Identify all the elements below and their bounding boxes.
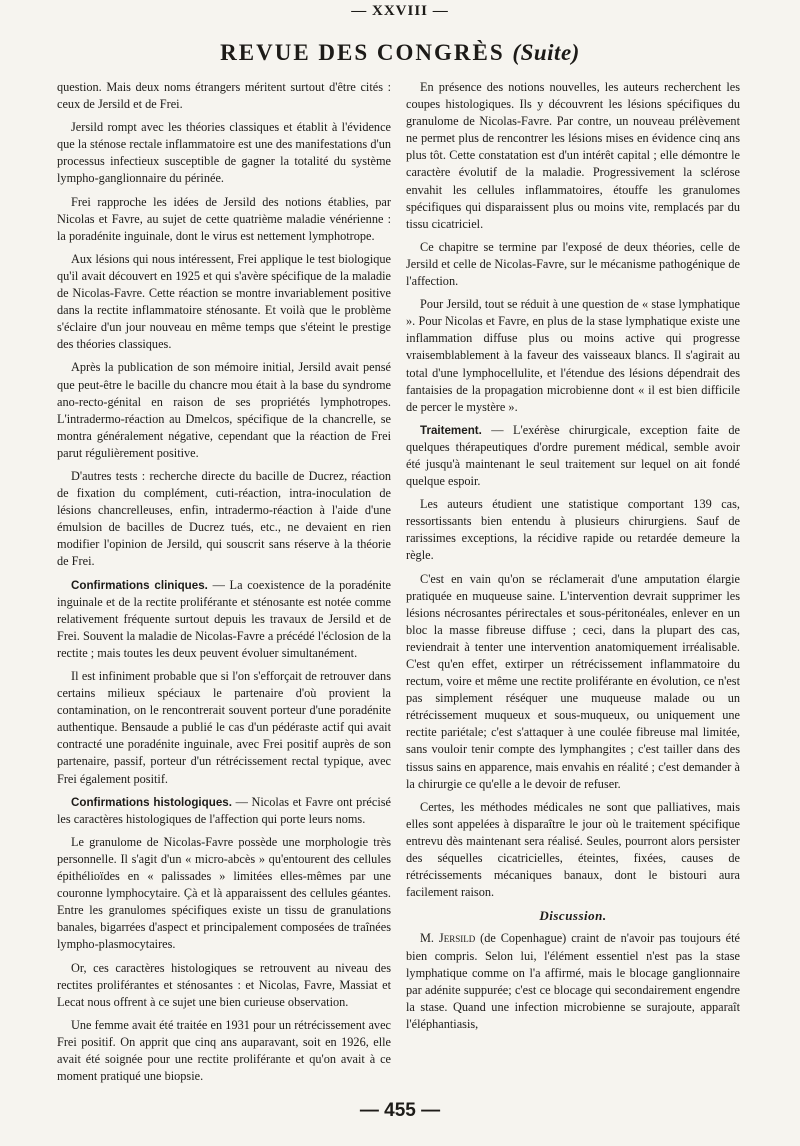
paragraph-text: — La coexistence de la poradénite inguinale et de la rectite proliférante et sténosante est notée comme relativement fréquente surtout depuis les travaux de Jersild et de Frei. Souvent la maladie de Nicolas-Favre a précédé l'éclosion de la rectite ; mais toutes les deux peuvent évoluer simultanément. xyxy=(57,577,391,660)
paragraph: D'autres tests : recherche directe du bacille de Ducrez, réaction de fixation du complément, cuti-réaction, intra-inoculation de lésions chancrelleuses, enfin, intradermo-réaction à l'aide d'une émulsion de bacilles de Ducrez tués, etc., ne devaient en rien modifier l'opinion de Jersild, qui souscrit sans réserve à la théorie de Frei. xyxy=(57,468,391,569)
paragraph: Pour Jersild, tout se réduit à une question de « stase lymphatique ». Pour Nicolas et Favre, en plus de la stase lymphatique existe une inflammation diffuse plus ou moins active qui progresse vraisemblablement à la faveur des vaisseaux blancs. Il s'agirait au total d'une lymphocellulite, et l'étendue des lésions dépendrait des fantaisies de la propagation microbienne dont « il est bien difficile de percer le mystère ». xyxy=(406,297,740,414)
paragraph: C'est en vain qu'on se réclamerait d'une amputation élargie pratiquée en muqueuse saine. L'intervention devrait supprimer les lésions nécrosantes périrectales et sous-péritonéales, enlever en un bloc la masse fibreuse diffuse ; ceci, dans la plupart des cas, reviendrait à tenter une intervention anatomiquement irréalisable. C'est qu'en effet, extirper un rétrécissement inflammatoire du rectum, voire et même une rectite proliférante en évolution, ce n'est pas simplement réséquer une muqueuse malade ou un rétrécissement muqueux et sous-muqueux, ou uniquement une rectite pariétale; c'est s'attaquer à une coulée fibreuse mal limitée, sans vouloir tenir compte des lymphangites ; c'est tailler dans des tissus sains en apparence, mais envahis en réalité ; c'est demander à la chirurgie ce qu'elle a le devoir de refuser. xyxy=(406,571,740,791)
page-title xyxy=(0,38,800,68)
discussion-paragraph xyxy=(406,930,740,1033)
paragraph: question. Mais deux noms étrangers méritent surtout d'être cités : ceux de Jersild et de Frei. xyxy=(57,80,391,112)
paragraph: Les auteurs étudient une statistique comportant 139 cas, ressortissants bien entendu à plusieurs chirurgiens. Sauf de rarissimes exceptions, la récidive rapide ou retardée demeure la règle. xyxy=(406,497,740,563)
paragraph: Jersild rompt avec les théories classiques et établit à l'évidence que la sténose rectale inflammatoire est une des manifestations d'un processus infectieux susceptible de gagner la totalité du système lympho-ganglionnaire du périnée. xyxy=(57,120,391,186)
discussion-heading: Discussion. xyxy=(539,908,607,924)
paragraph: Après la publication de son mémoire initial, Jersild avait pensé que peut-être le bacille du chancre mou était à la base du syndrome ano-recto-génital en raison de ses propriétés lymphotropes. L'intradermo-réaction au Dmelcos, spécifique de la chancrelle, se montra généralement négative, cependant que la réaction de Frei parut régulièrement positive. xyxy=(57,360,391,460)
title-main: REVUE DES CONGRÈS xyxy=(220,40,505,65)
left-column xyxy=(57,79,391,1091)
paragraph-text: (de Copenhague) craint de n'avoir pas toujours été bien compris. Selon lui, l'élément essentiel n'est pas la stase lymphatique comme on l'a affirmé, mais le blocage ganglionnaire par adénite suppurée; c'est ce blocage qui secondairement engendre la stase. Quand une infection microbienne se surajoute, apparaît l'éléphantiasis, xyxy=(406,931,740,1031)
page-number: — 455 — xyxy=(359,1100,441,1121)
page-roman-numeral: — XXVIII — xyxy=(351,3,449,19)
paragraph: Une femme avait été traitée en 1931 pour un rétrécissement avec Frei positif. On apprit que cinq ans auparavant, soit en 1926, elle avait été soignée pour une rectite proliférante et qu'on avait à ce moment pratiqué une biopsie. xyxy=(57,1017,391,1084)
paragraph: Le granulome de Nicolas-Favre possède une morphologie très personnelle. Il s'agit d'un « micro-abcès » qu'entourent des cellules épithélioïdes en « palissades » limitées elles-mêmes par une couronne lymphocytaire. Çà et là apparaissent des cellules géantes. Entre les granulomes spécifiques existe un tissu de granulations banales, bigarrées d'aspect et principalement composées de traînées lympho-plasmocytaires. xyxy=(57,834,391,952)
section-paragraph xyxy=(57,577,391,662)
paragraph: Or, ces caractères histologiques se retrouvent au niveau des rectites proliférantes et sténosantes : et Nicolas, Favre, Massiat et Lecat nous offrent à ce sujet une bien curieuse observation. xyxy=(57,960,391,1009)
paragraph: Certes, les méthodes médicales ne sont que palliatives, mais elles sont appelées à disparaître le jour où le traitement spécifique entrevu dès maintenant sera réalisé. Seules, pourront alors persister des séquelles cicatricielles, éteintes, fixées, causes de rétrécissements mécaniques banaux, dont le bistouri aura facilement raison. xyxy=(406,799,740,900)
paragraph: Aux lésions qui nous intéressent, Frei applique le test biologique qu'il avait découvert en 1925 et qui s'avère spécifique de la maladie de Nicolas-Favre. Cette réaction se montre invariablement positive dans la rectite inflammatoire sténosante. Et voilà que le problème s'éclaire d'un jour nouveau en même temps que s'éteint le prestige des théories classiques. xyxy=(57,251,391,352)
paragraph: Frei rapproche les idées de Jersild des notions établies, par Nicolas et Favre, au sujet de cette quatrième maladie vénérienne : la poradénite inguinale, dont le virus est nettement lymphotrope. xyxy=(57,194,391,243)
paragraph-text: — L'exérèse chirurgicale, exception faite de quelques thérapeutiques d'ordre purement médical, semble avoir été jusqu'à maintenant le seul traitement sur lequel on ait fondé quelque espoir. xyxy=(406,422,740,489)
paragraph: En présence des notions nouvelles, les auteurs recherchent les coupes histologiques. Ils y découvrent les lésions spécifiques du granulome de Nicolas-Favre. Par contre, un nouveau prélèvement ne permet plus de rencontrer les lésions mises en évidence cinq ans plus tôt. Cette constatation est d'un intérêt capital ; elle démontre le caractère évolutif de la maladie. Progressivement la sclérose envahit les cellules inflammatoires, étouffe les granulomes spécifiques qui disparaissent plus ou moins vite, remplacés par du tissu cicatriciel. xyxy=(406,80,740,231)
right-column xyxy=(406,79,740,1039)
section-paragraph xyxy=(57,794,391,828)
paragraph: Il est infiniment probable que si l'on s'efforçait de retrouver dans certains milieux spéciaux le partenaire d'où provient la contamination, on le rencontrerait souvent porteur d'une poradénite authentique. Bensaude a publié le cas d'un pédéraste actif qui avait contracté une poradénite inguinale, avec Frei positif auprès de son partenaire, passif, porteur d'un rétrécissement rectal typique, avec Frei également positif. xyxy=(57,669,391,786)
speaker-name: M. Jersild xyxy=(420,931,476,946)
section-paragraph xyxy=(406,422,740,490)
section-heading-clinical: Confirmations cliniques. xyxy=(71,578,208,592)
paragraph: Ce chapitre se termine par l'exposé de deux théories, celle de Jersild et celle de Nicolas-Favre, sur le mécanisme pathogénique de l'affection. xyxy=(406,239,740,289)
paragraph-text: — Nicolas et Favre ont précisé les caractères histologiques de l'affection qui porte leurs noms. xyxy=(57,794,391,826)
section-heading-treatment: Traitement. xyxy=(420,423,482,437)
section-heading-histology: Confirmations histologiques. xyxy=(71,795,232,809)
title-suite: (Suite) xyxy=(512,40,580,65)
